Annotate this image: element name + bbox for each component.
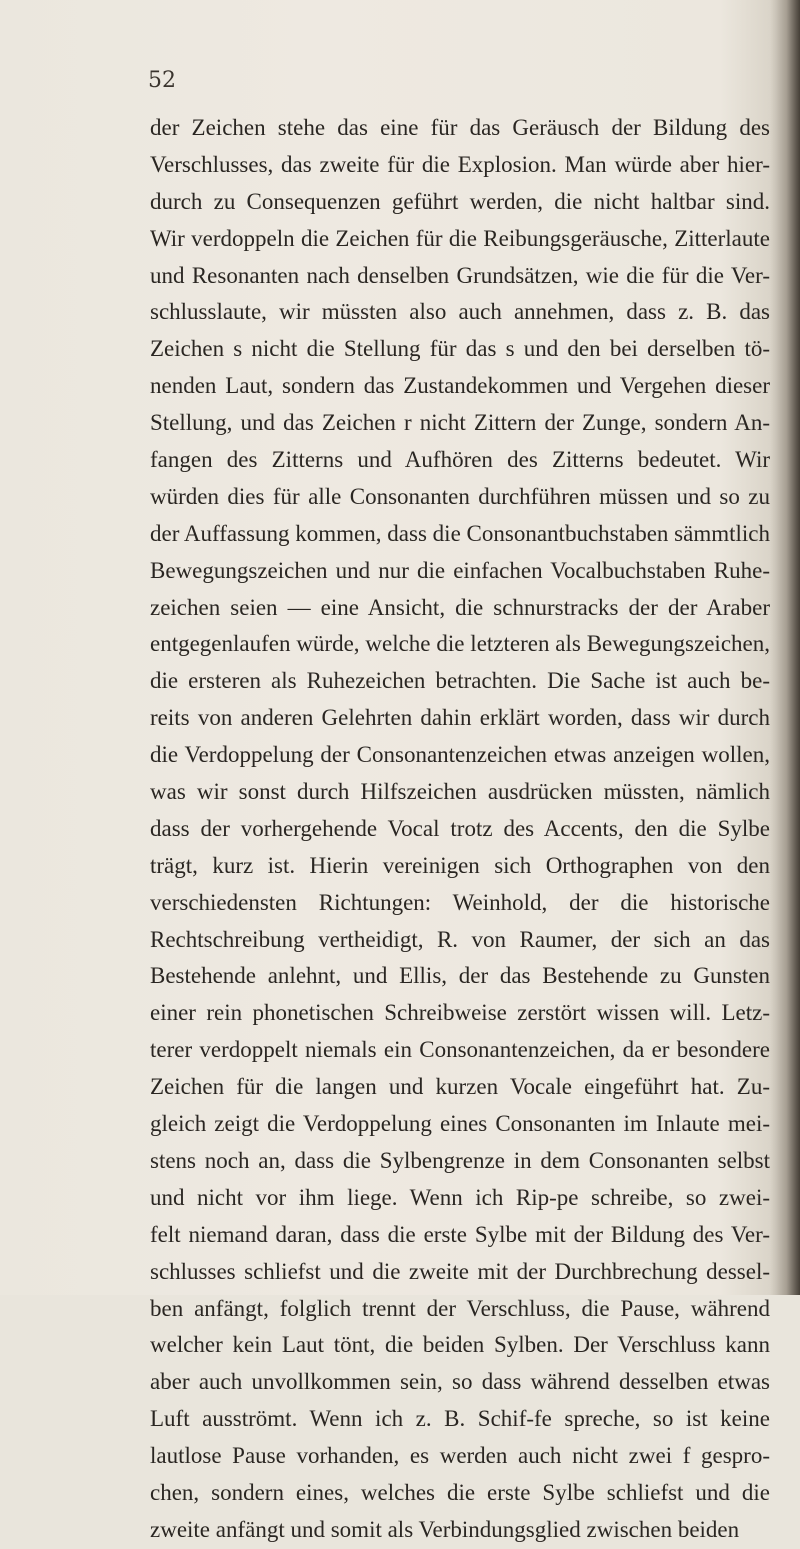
text-line: Rechtschreibung vertheidigt, R. von Raumer, der sich an das — [150, 926, 770, 952]
text-line: Zeichen s nicht die Stellung für das s und den bei derselben tö- — [150, 336, 770, 362]
text-line: durch zu Consequenzen geführt werden, die nicht haltbar sind. — [150, 188, 770, 214]
text-line: Luft ausströmt. Wenn ich z. B. Schif-fe spreche, so ist keine — [150, 1406, 770, 1432]
text-line: der Zeichen stehe das eine für das Geräusch der Bildung des — [150, 115, 770, 140]
text-line: entgegenlaufen würde, welche die letzteren als Bewegungszeichen, — [150, 631, 770, 657]
text-line: und nicht vor ihm liege. Wenn ich Rip-pe schreibe, so zwei- — [150, 1184, 770, 1210]
text-line: dass der vorhergehende Vocal trotz des Accents, den die Sylbe — [150, 815, 770, 841]
text-line: reits von anderen Gelehrten dahin erklärt worden, dass wir durch — [150, 705, 770, 731]
page-edge-shadow — [770, 0, 800, 1295]
text-line: zeichen seien — eine Ansicht, die schnurstracks der der Araber — [150, 594, 770, 620]
text-line: schlusslaute, wir müssten also auch annehmen, dass z. B. das — [150, 299, 770, 325]
text-line: zweite anfängt und somit als Verbindungsglied zwischen beiden — [150, 1516, 740, 1542]
text-line: Stellung, und das Zeichen r nicht Zittern der Zunge, sondern An- — [150, 410, 770, 436]
text-line: die Verdoppelung der Consonantenzeichen etwas anzeigen wollen, — [150, 742, 770, 768]
text-line: und Resonanten nach denselben Grundsätzen, wie die für die Ver- — [150, 262, 770, 288]
text-line: einer rein phonetischen Schreibweise zerstört wissen will. Letz- — [150, 1000, 770, 1026]
text-line: Bewegungszeichen und nur die einfachen Vocalbuchstaben Ruhe- — [150, 557, 770, 583]
body-text — [150, 110, 770, 1549]
text-line: welcher kein Laut tönt, die beiden Sylben. Der Verschluss kann — [150, 1332, 770, 1358]
text-line: verschiedensten Richtungen: Weinhold, der die historische — [150, 889, 770, 915]
text-line: terer verdoppelt niemals ein Consonantenzeichen, da er besondere — [150, 1037, 770, 1063]
text-line: lautlose Pause vorhanden, es werden auch nicht zwei f gespro- — [150, 1443, 770, 1469]
text-line: aber auch unvollkommen sein, so dass während desselben etwas — [150, 1369, 770, 1395]
text-line: nenden Laut, sondern das Zustandekommen und Vergehen dieser — [150, 373, 770, 399]
text-line: Zeichen für die langen und kurzen Vocale eingeführt hat. Zu- — [150, 1074, 770, 1100]
text-line: Verschlusses, das zweite für die Explosion. Man würde aber hier- — [150, 151, 770, 177]
text-line: ben anfängt, folglich trennt der Verschluss, die Pause, während — [150, 1295, 770, 1321]
text-line: was wir sonst durch Hilfszeichen ausdrücken müssten, nämlich — [150, 779, 770, 805]
text-line: stens noch an, dass die Sylbengrenze in dem Consonanten selbst — [150, 1147, 770, 1173]
text-line: der Auffassung kommen, dass die Consonantbuchstaben sämmtlich — [150, 520, 770, 546]
text-line: gleich zeigt die Verdoppelung eines Consonanten im Inlaute mei- — [150, 1111, 770, 1137]
text-line: fangen des Zitterns und Aufhören des Zitterns bedeutet. Wir — [150, 447, 770, 473]
text-line: chen, sondern eines, welches die erste Sylbe schliefst und die — [150, 1479, 770, 1505]
text-line: die ersteren als Ruhezeichen betrachten. Die Sache ist auch be- — [150, 668, 770, 694]
text-line: felt niemand daran, dass die erste Sylbe mit der Bildung des Ver- — [150, 1221, 770, 1247]
text-line: schlusses schliefst und die zweite mit der Durchbrechung dessel- — [150, 1258, 770, 1284]
text-line: Wir verdoppeln die Zeichen für die Reibungsgeräusche, Zitterlaute — [150, 225, 770, 251]
page-number: 52 — [148, 68, 176, 93]
text-line: würden dies für alle Consonanten durchführen müssen und so zu — [150, 483, 770, 509]
text-line: trägt, kurz ist. Hierin vereinigen sich Orthographen von den — [150, 852, 770, 878]
text-line: Bestehende anlehnt, und Ellis, der das Bestehende zu Gunsten — [150, 963, 770, 989]
